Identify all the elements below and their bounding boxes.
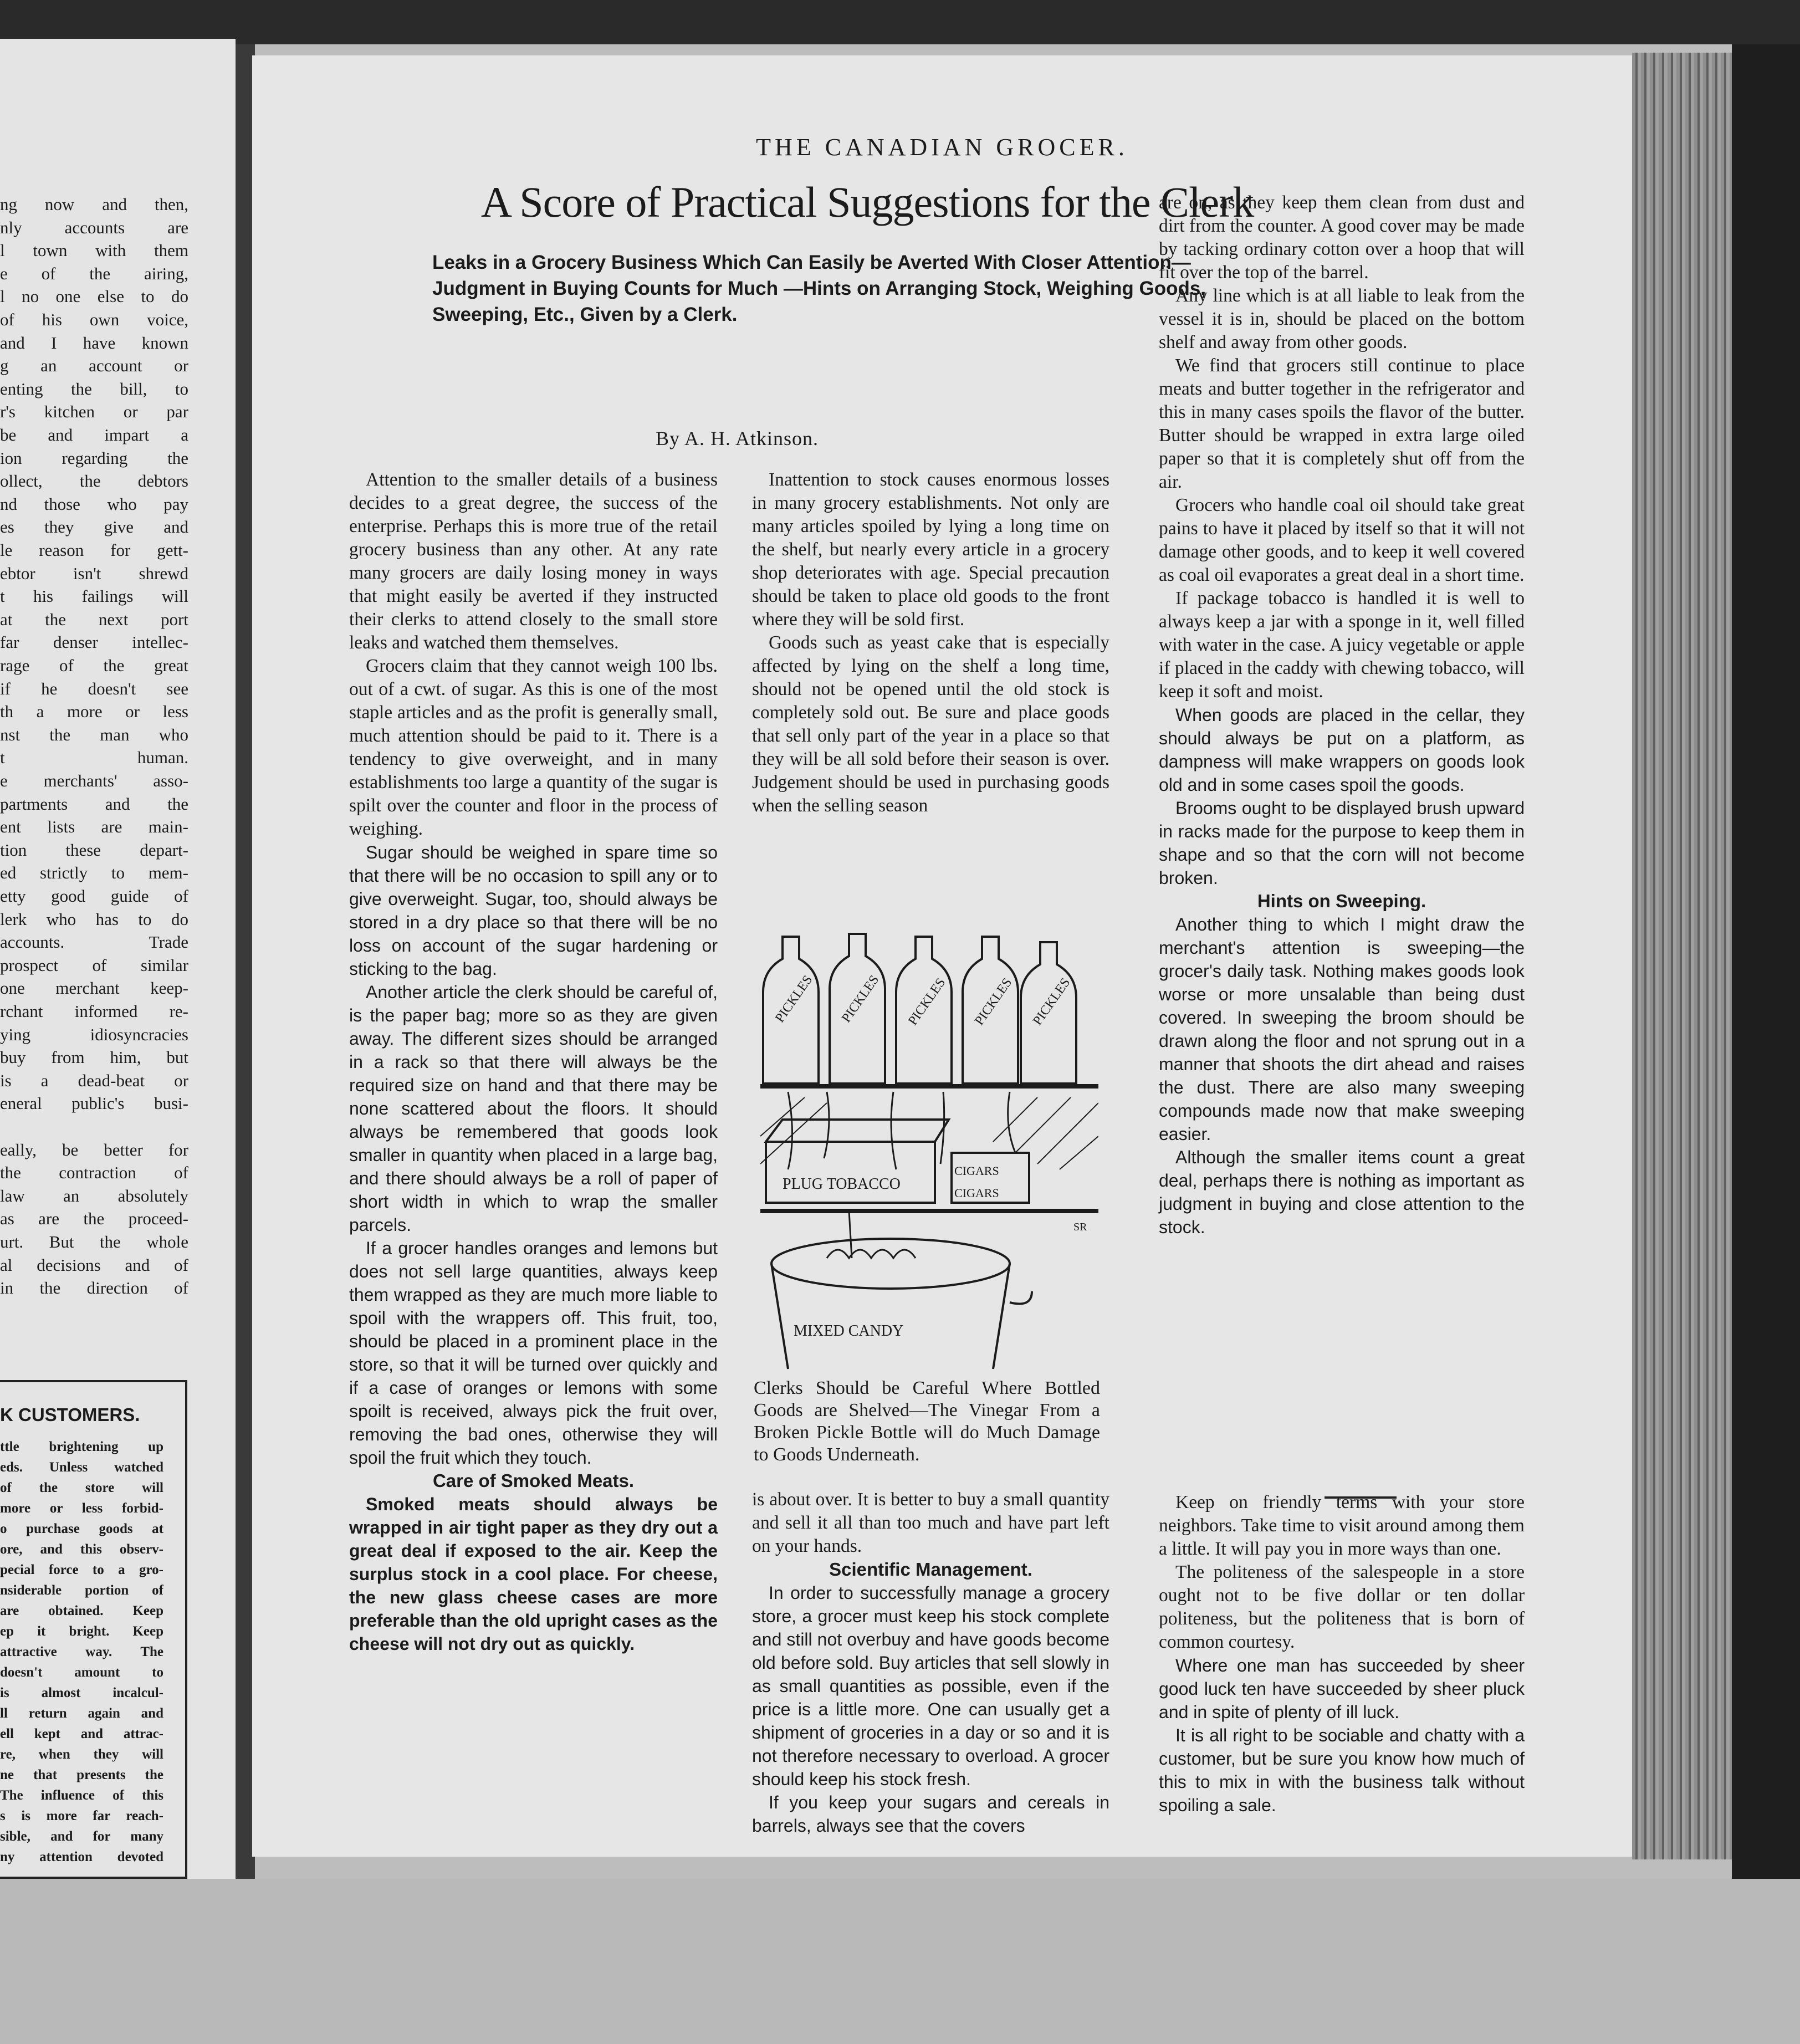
- left-page-line: the contraction of: [0, 1163, 188, 1183]
- subheading-sweeping: Hints on Sweeping.: [1257, 891, 1426, 911]
- column-2-continued: [752, 1488, 1109, 1837]
- box-line: pecial force to a gro-: [0, 1562, 163, 1577]
- scan-bottom-border: [0, 1879, 1800, 2044]
- left-page-line: th a more or less: [0, 702, 188, 722]
- paragraph: Keep on friendly terms with your store neighbors. Take time to visit around among them a little. It will pay you in more ways than one.: [1159, 1492, 1525, 1559]
- paragraph: Goods such as yeast cake that is especially affected by lying on the shelf a long time, should not be opened until the old stock is completely sold out. Be sure and place goods that sell only part of the year in a place so that they will be all sold before their season is over. Judgement should be used in purchasing goods when the selling season: [752, 632, 1109, 816]
- pickle-shelf-illustration: [760, 903, 1098, 1372]
- svg-text:CIGARS: CIGARS: [954, 1186, 999, 1200]
- box-line: s is more far reach-: [0, 1808, 163, 1823]
- left-page-line: and I have known: [0, 333, 188, 352]
- paragraph: In order to successfully manage a grocery store, a grocer must keep his stock complete and still not overbuy and have goods become old before sold. Buy articles that sell slowly in as small quantities as possible, even if the price is a little more. One can usually get a shipment of groceries in a day or so and it is not therefore necessary to overload. A grocer should keep his stock fresh.: [752, 1583, 1109, 1789]
- left-page-line: e of the airing,: [0, 263, 188, 283]
- left-page-line: be and impart a: [0, 425, 188, 444]
- illustration-caption: Clerks Should be Careful Where Bottled Goods are Shelved—The Vinegar From a Broken Pickle Bottle will do Much Damage to Goods Underneath.: [754, 1378, 1100, 1465]
- box-title: K CUSTOMERS.: [0, 1404, 140, 1425]
- left-page-line: eneral public's busi-: [0, 1093, 188, 1113]
- box-line: more or less forbid-: [0, 1501, 163, 1516]
- paragraph: Grocers claim that they cannot weigh 100 lbs. out of a cwt. of sugar. As this is one of the most staple articles and as the profit is generally small, much attention should be paid to it. There is a tendency to give overweight, and in many establishments too large a quantity of the sugar is spilt over the counter and floor in the process of weighing.: [349, 656, 718, 839]
- cigar-box: [952, 1153, 1029, 1203]
- paragraph: Another thing to which I might draw the merchant's attention is sweeping—the grocer's daily task. Nothing makes goods look worse or more unsalable than being dust covered. In sweeping the broom should be drawn along the floor and not sprung out in a manner that shoots the dirt ahead and raises the dust. There are also many sweeping compounds made now that make sweeping easier.: [1159, 914, 1525, 1144]
- left-page-line: etty good guide of: [0, 886, 188, 906]
- left-page-line: lerk who has to do: [0, 909, 188, 929]
- left-page-line: if he doesn't see: [0, 678, 188, 698]
- column-2: [752, 468, 1109, 817]
- masthead: THE CANADIAN GROCER.: [756, 134, 1128, 161]
- tobacco-box: [766, 1120, 949, 1203]
- box-line: ell kept and attrac-: [0, 1726, 163, 1741]
- paragraph: It is all right to be sociable and chatty with a customer, but be sure you know how much of this to mix in with the business talk without spoiling a sale.: [1159, 1725, 1525, 1815]
- paragraph: Sugar should be weighed in spare time so that there will be no occasion to spill any or to give overweight. Sugar, too, should always be stored in a dry place so that there will be no loss on account of the sugar hardening or sticking to the bag.: [349, 842, 718, 979]
- box-line: of the store will: [0, 1480, 163, 1495]
- column-1: [349, 468, 718, 1655]
- paragraph: The politeness of the salespeople in a store ought not to be five dollar or ten dollar politeness, but the politeness that is born of common courtesy.: [1159, 1562, 1525, 1652]
- column-3-continued: [1159, 1491, 1525, 1817]
- byline: By A. H. Atkinson.: [656, 427, 819, 449]
- book-spine-edge: [1632, 53, 1732, 1859]
- paragraph: Attention to the smaller details of a business decides to a great degree, the success of the enterprise. Perhaps this is more true of the retail grocery business than any other. At any rate many grocers are daily losing money in ways that might easily be averted if they instructed their clerks to attend closely to the small store leaks and watched them themselves.: [349, 469, 718, 653]
- box-line: ep it bright. Keep: [0, 1624, 163, 1639]
- box-line: are obtained. Keep: [0, 1603, 163, 1618]
- left-page-line: nly accounts are: [0, 217, 188, 237]
- paragraph: If a grocer handles oranges and lemons but does not sell large quantities, always keep them wrapped as they are much more liable to spoil with the wrappers off. This fruit, too, should be placed in a prominent place in the store, so that it will be turned over quickly and if a case of oranges or lemons with some spoilt is received, always pick the fruit over, removing the bad ones, otherwise they will spoil the fruit which they touch.: [349, 1238, 718, 1468]
- paragraph: If you keep your sugars and cereals in barrels, always see that the covers: [752, 1792, 1109, 1836]
- svg-text:PLUG TOBACCO: PLUG TOBACCO: [783, 1176, 901, 1193]
- pickle-bottle: [763, 937, 819, 1084]
- paragraph: When goods are placed in the cellar, they should always be put on a platform, as dampness will make wrappers on goods look old and in some cases spoil the goods.: [1159, 705, 1525, 795]
- left-page-line: ent lists are main-: [0, 817, 188, 837]
- left-page-line: es they give and: [0, 517, 188, 537]
- left-page-line: t human.: [0, 748, 188, 768]
- candy-pail: [771, 1239, 1032, 1369]
- paragraph: Any line which is at all liable to leak from the vessel it is in, should be placed on the bottom shelf and away from other goods.: [1159, 285, 1525, 352]
- left-page-line: of his own voice,: [0, 310, 188, 329]
- left-page-line: law an absolutely: [0, 1185, 188, 1205]
- box-line: o purchase goods at: [0, 1521, 163, 1536]
- left-page-line: al decisions and of: [0, 1255, 188, 1275]
- left-page-line: accounts. Trade: [0, 932, 188, 952]
- box-line: attractive way. The: [0, 1644, 163, 1659]
- left-page-line: prospect of similar: [0, 955, 188, 975]
- pickle-bottle: [896, 937, 952, 1084]
- left-page-line: ying idiosyncracies: [0, 1024, 188, 1044]
- left-page-line: at the next port: [0, 609, 188, 629]
- subheading-scientific-management: Scientific Management.: [829, 1559, 1032, 1580]
- svg-text:PICKLES: PICKLES: [773, 973, 816, 1025]
- paragraph: is about over. It is better to buy a small quantity and sell it all than too much and have part left on your hands.: [752, 1489, 1109, 1556]
- paragraph: Smoked meats should always be wrapped in air tight paper as they dry out a great deal if exposed to the air. Keep the surplus stock in a cool place. For cheese, the new glass cheese cases are more preferable than the old upright cases as the cheese will not dry out as quickly.: [349, 1494, 718, 1654]
- box-line: nsiderable portion of: [0, 1583, 163, 1598]
- left-page-line: nst the man who: [0, 724, 188, 744]
- left-page-line: r's kitchen or par: [0, 402, 188, 422]
- left-page-line: le reason for gett-: [0, 540, 188, 560]
- left-page-line: ebtor isn't shrewd: [0, 563, 188, 583]
- artist-signature: SR: [1073, 1221, 1087, 1233]
- left-page-line: ng now and then,: [0, 195, 188, 214]
- left-page-line: far denser intellec-: [0, 632, 188, 652]
- headline: A Score of Practical Suggestions for the Clerk: [480, 178, 1254, 226]
- left-page-line: partments and the: [0, 794, 188, 814]
- paragraph: Where one man has succeeded by sheer good luck ten have succeeded by sheer pluck and in spite of plenty of ill luck.: [1159, 1655, 1525, 1722]
- left-page-line: nd those who pay: [0, 494, 188, 514]
- left-page-line: e merchants' asso-: [0, 771, 188, 790]
- box-line: re, when they will: [0, 1747, 163, 1762]
- box-line: sible, and for many: [0, 1829, 163, 1844]
- paragraph: Inattention to stock causes enormous losses in many grocery establishments. Not only are many articles spoiled by lying a long time on the shelf, but nearly every article in a grocery shop deteriorates with age. Special precaution should be taken to place old goods to the front where they will be sold first.: [752, 469, 1109, 630]
- left-facing-page: [0, 39, 236, 1879]
- left-page-line: l no one else to do: [0, 287, 188, 306]
- subheading-smoked-meats: Care of Smoked Meats.: [432, 1470, 635, 1491]
- left-page-line: enting the bill, to: [0, 379, 188, 398]
- box-line: ore, and this observ-: [0, 1542, 163, 1557]
- left-page-line: one merchant keep-: [0, 978, 188, 998]
- box-line: ll return again and: [0, 1706, 163, 1721]
- box-line: is almost incalcul-: [0, 1685, 163, 1700]
- paragraph: are on, as they keep them clean from dust and dirt from the counter. A good cover may be made by tacking ordinary cotton over a hoop that will fit over the top of the barrel.: [1159, 192, 1525, 283]
- left-page-line: as are the proceed-: [0, 1209, 188, 1229]
- box-line: doesn't amount to: [0, 1665, 163, 1680]
- box-line: ttle brightening up: [0, 1439, 163, 1454]
- svg-text:PICKLES: PICKLES: [839, 973, 882, 1025]
- paragraph: Grocers who handle coal oil should take great pains to have it placed by itself so that it will not damage other goods, and to keep it well covered as coal oil evaporates a great deal in a short time.: [1159, 495, 1525, 585]
- main-page: [252, 55, 1632, 1857]
- left-page-line: urt. But the whole: [0, 1232, 188, 1251]
- left-page-line: ollect, the debtors: [0, 471, 188, 491]
- left-page-line: g an account or: [0, 356, 188, 376]
- paragraph: We find that grocers still continue to place meats and butter together in the refrigerator and this in many cases spoils the flavor of the butter. Butter should be wrapped in extra large oiled paper so that it is completely shut off from the air.: [1159, 355, 1525, 492]
- left-page-line: rchant informed re-: [0, 1001, 188, 1021]
- box-line: eds. Unless watched: [0, 1460, 163, 1475]
- svg-text:CIGARS: CIGARS: [954, 1164, 999, 1178]
- left-page-line: tion these depart-: [0, 840, 188, 860]
- customers-box: [0, 1380, 187, 1879]
- box-line: ne that presents the: [0, 1767, 163, 1782]
- paragraph: If package tobacco is handled it is well to always keep a jar with a sponge in it, well filled with water in the case. A juicy vegetable or apple if placed in the caddy with chewing tobacco, will keep it soft and moist.: [1159, 588, 1525, 702]
- left-page-line: ed strictly to mem-: [0, 863, 188, 883]
- pickle-bottle: [963, 937, 1018, 1084]
- left-page-line: in the direction of: [0, 1278, 188, 1298]
- svg-text:PICKLES: PICKLES: [972, 975, 1015, 1028]
- deck: Leaks in a Grocery Business Which Can Easily be Averted With Closer Attention—Judgment in Buying Counts for Much —Hints on Arranging Stock, Weighing Goods, Sweeping, Etc., Given by a Clerk.: [432, 252, 1206, 325]
- left-page-line: rage of the great: [0, 656, 188, 675]
- box-line: ny attention devoted: [0, 1849, 163, 1864]
- left-page-line: ion regarding the: [0, 448, 188, 468]
- pickle-bottle: [830, 934, 885, 1084]
- svg-text:PICKLES: PICKLES: [906, 975, 949, 1028]
- scan-right-border: [1732, 44, 1800, 1884]
- left-page-line: t his failings will: [0, 586, 188, 606]
- svg-text:PICKLES: PICKLES: [1030, 975, 1073, 1028]
- column-3: [1159, 191, 1525, 1239]
- paragraph: Brooms ought to be displayed brush upward in racks made for the purpose to keep them in shape and so that the corn will not become broken.: [1159, 798, 1525, 888]
- left-page-line: l town with them: [0, 241, 188, 260]
- box-line: The influence of this: [0, 1788, 163, 1803]
- left-page-line: buy from him, but: [0, 1047, 188, 1067]
- paragraph: Although the smaller items count a great deal, perhaps there is nothing as important as judgment in buying and close attention to the stock.: [1159, 1147, 1525, 1237]
- svg-text:MIXED CANDY: MIXED CANDY: [794, 1322, 904, 1340]
- left-page-line: eally, be better for: [0, 1139, 188, 1159]
- scan-top-border: [0, 0, 1800, 44]
- pickle-bottle: [1021, 942, 1076, 1084]
- paragraph: Another article the clerk should be careful of, is the paper bag; more so as they are given away. The different sizes should be arranged in a rack so that there will always be the required size on hand and that there may be none scattered about the floors. It should always be remembered that goods look smaller in quantity when placed in a large bag, and there should always be a roll of paper of short width in which to wrap the smaller parcels.: [349, 982, 718, 1235]
- left-page-line: is a dead-beat or: [0, 1070, 188, 1090]
